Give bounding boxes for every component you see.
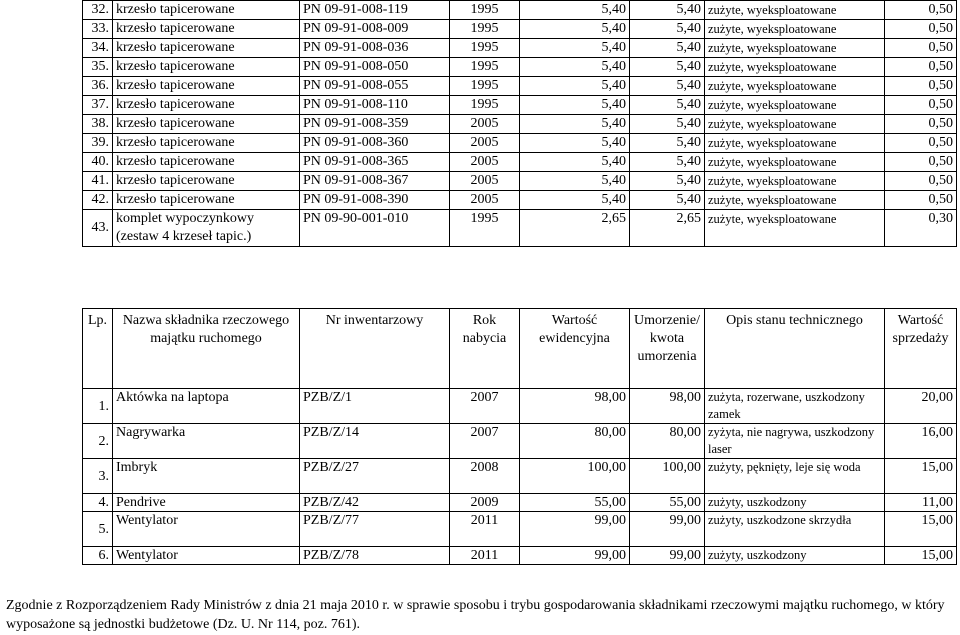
cell-umorz: 80,00	[630, 424, 705, 459]
cell-wev: 99,00	[520, 512, 630, 547]
cell-nr: PZB/Z/77	[300, 512, 450, 547]
cell-lp: 1.	[83, 389, 113, 424]
cell-opis: zużyte, wyeksploatowane	[705, 39, 885, 58]
table-row	[83, 153, 957, 172]
cell-sprz: 0,50	[885, 39, 957, 58]
cell-year: 2005	[450, 153, 520, 172]
cell-sprz: 15,00	[885, 547, 957, 565]
table-row	[83, 1, 957, 20]
cell-nr: PZB/Z/27	[300, 459, 450, 494]
cell-nr: PN 09-90-001-010	[300, 210, 450, 247]
cell-wev: 5,40	[520, 115, 630, 134]
cell-wev: 5,40	[520, 172, 630, 191]
cell-wev: 5,40	[520, 153, 630, 172]
cell-opis: zużyte, wyeksploatowane	[705, 210, 885, 247]
cell-name: krzesło tapicerowane	[113, 1, 300, 20]
cell-sprz: 15,00	[885, 512, 957, 547]
cell-year: 2005	[450, 191, 520, 210]
cell-year: 1995	[450, 20, 520, 39]
cell-wev: 5,40	[520, 96, 630, 115]
cell-umorz: 5,40	[630, 77, 705, 96]
cell-wev: 5,40	[520, 191, 630, 210]
cell-lp: 38.	[83, 115, 113, 134]
cell-nr: PN 09-91-008-367	[300, 172, 450, 191]
cell-name: krzesło tapicerowane	[113, 96, 300, 115]
cell-name: komplet wypoczynkowy (zestaw 4 krzeseł tapic.)	[113, 210, 300, 247]
cell-umorz: 5,40	[630, 115, 705, 134]
table-row	[83, 58, 957, 77]
cell-lp: 5.	[83, 512, 113, 547]
cell-sprz: 0,50	[885, 58, 957, 77]
table-row	[83, 172, 957, 191]
cell-opis: zużyte, wyeksploatowane	[705, 153, 885, 172]
table-row	[83, 547, 957, 565]
cell-sprz: 15,00	[885, 459, 957, 494]
cell-sprz: 16,00	[885, 424, 957, 459]
cell-lp: 3.	[83, 459, 113, 494]
cell-name: Wentylator	[113, 512, 300, 547]
header-nr: Nr inwentarzowy	[300, 309, 450, 389]
cell-sprz: 11,00	[885, 494, 957, 512]
cell-opis: zużyte, wyeksploatowane	[705, 172, 885, 191]
cell-umorz: 5,40	[630, 20, 705, 39]
table-row	[83, 424, 957, 459]
cell-nr: PN 09-91-008-359	[300, 115, 450, 134]
cell-year: 1995	[450, 58, 520, 77]
cell-opis: zużyte, wyeksploatowane	[705, 115, 885, 134]
cell-year: 1995	[450, 77, 520, 96]
table-row	[83, 494, 957, 512]
cell-opis: zużyta, rozerwane, uszkodzony zamek	[705, 389, 885, 424]
assets-table-continued	[82, 0, 957, 247]
cell-name: krzesło tapicerowane	[113, 153, 300, 172]
cell-umorz: 55,00	[630, 494, 705, 512]
header-depreciation: Umorzenie/ kwota umorzenia	[630, 309, 705, 389]
cell-nr: PN 09-91-008-050	[300, 58, 450, 77]
cell-umorz: 99,00	[630, 547, 705, 565]
cell-year: 2011	[450, 547, 520, 565]
cell-nr: PZB/Z/14	[300, 424, 450, 459]
cell-wev: 100,00	[520, 459, 630, 494]
cell-year: 2005	[450, 115, 520, 134]
table-row	[83, 115, 957, 134]
cell-opis: zużyty, uszkodzony	[705, 494, 885, 512]
cell-wev: 98,00	[520, 389, 630, 424]
cell-opis: zużyte, wyeksploatowane	[705, 134, 885, 153]
cell-sprz: 0,30	[885, 210, 957, 247]
cell-sprz: 0,50	[885, 153, 957, 172]
cell-nr: PN 09-91-008-360	[300, 134, 450, 153]
cell-name: Pendrive	[113, 494, 300, 512]
cell-nr: PZB/Z/1	[300, 389, 450, 424]
cell-opis: zużyty, uszkodzony	[705, 547, 885, 565]
cell-opis: zyżyta, nie nagrywa, uszkodzony laser	[705, 424, 885, 459]
cell-wev: 5,40	[520, 77, 630, 96]
cell-nr: PN 09-91-008-055	[300, 77, 450, 96]
cell-year: 1995	[450, 1, 520, 20]
cell-sprz: 0,50	[885, 134, 957, 153]
cell-lp: 34.	[83, 39, 113, 58]
cell-lp: 36.	[83, 77, 113, 96]
cell-umorz: 5,40	[630, 134, 705, 153]
cell-umorz: 5,40	[630, 39, 705, 58]
cell-lp: 2.	[83, 424, 113, 459]
cell-year: 2011	[450, 512, 520, 547]
cell-year: 2007	[450, 424, 520, 459]
cell-nr: PN 09-91-008-110	[300, 96, 450, 115]
cell-wev: 5,40	[520, 1, 630, 20]
cell-umorz: 5,40	[630, 58, 705, 77]
cell-opis: zużyte, wyeksploatowane	[705, 96, 885, 115]
cell-umorz: 5,40	[630, 1, 705, 20]
cell-year: 1995	[450, 39, 520, 58]
cell-umorz: 99,00	[630, 512, 705, 547]
cell-nr: PN 09-91-008-119	[300, 1, 450, 20]
cell-umorz: 98,00	[630, 389, 705, 424]
cell-wev: 2,65	[520, 210, 630, 247]
cell-sprz: 0,50	[885, 77, 957, 96]
cell-opis: zużyte, wyeksploatowane	[705, 1, 885, 20]
cell-nr: PN 09-91-008-036	[300, 39, 450, 58]
cell-name: krzesło tapicerowane	[113, 115, 300, 134]
table-row	[83, 512, 957, 547]
header-condition: Opis stanu technicznego	[705, 309, 885, 389]
cell-lp: 41.	[83, 172, 113, 191]
cell-wev: 5,40	[520, 134, 630, 153]
cell-sprz: 0,50	[885, 191, 957, 210]
table-row	[83, 459, 957, 494]
cell-wev: 80,00	[520, 424, 630, 459]
cell-name: Wentylator	[113, 547, 300, 565]
cell-name: Imbryk	[113, 459, 300, 494]
cell-wev: 55,00	[520, 494, 630, 512]
cell-opis: zużyte, wyeksploatowane	[705, 58, 885, 77]
cell-lp: 39.	[83, 134, 113, 153]
cell-year: 2007	[450, 389, 520, 424]
cell-umorz: 5,40	[630, 191, 705, 210]
cell-lp: 4.	[83, 494, 113, 512]
cell-sprz: 0,50	[885, 172, 957, 191]
header-name: Nazwa składnika rzeczowego majątku ruchomego	[113, 309, 300, 389]
header-year: Rok nabycia	[450, 309, 520, 389]
header-sale-value: Wartość sprzedaży	[885, 309, 957, 389]
table-row	[83, 39, 957, 58]
table-row	[83, 77, 957, 96]
cell-opis: zużyty, pęknięty, leje się woda	[705, 459, 885, 494]
cell-umorz: 5,40	[630, 153, 705, 172]
table-row	[83, 20, 957, 39]
cell-name: krzesło tapicerowane	[113, 191, 300, 210]
cell-nr: PN 09-91-008-009	[300, 20, 450, 39]
cell-nr: PZB/Z/78	[300, 547, 450, 565]
cell-year: 1995	[450, 210, 520, 247]
cell-opis: zużyte, wyeksploatowane	[705, 191, 885, 210]
header-row	[83, 309, 957, 389]
cell-nr: PN 09-91-008-365	[300, 153, 450, 172]
cell-lp: 43.	[83, 210, 113, 247]
cell-sprz: 0,50	[885, 20, 957, 39]
cell-sprz: 20,00	[885, 389, 957, 424]
cell-lp: 6.	[83, 547, 113, 565]
cell-nr: PN 09-91-008-390	[300, 191, 450, 210]
cell-year: 2009	[450, 494, 520, 512]
header-lp: Lp.	[83, 309, 113, 389]
cell-umorz: 2,65	[630, 210, 705, 247]
cell-umorz: 5,40	[630, 96, 705, 115]
cell-lp: 32.	[83, 1, 113, 20]
cell-name: krzesło tapicerowane	[113, 39, 300, 58]
cell-sprz: 0,50	[885, 96, 957, 115]
cell-name: krzesło tapicerowane	[113, 134, 300, 153]
cell-year: 2005	[450, 172, 520, 191]
cell-lp: 37.	[83, 96, 113, 115]
cell-nr: PZB/Z/42	[300, 494, 450, 512]
table-row	[83, 210, 957, 247]
cell-year: 1995	[450, 96, 520, 115]
cell-name: krzesło tapicerowane	[113, 20, 300, 39]
assets-table-main	[82, 308, 957, 565]
table-row	[83, 389, 957, 424]
cell-wev: 99,00	[520, 547, 630, 565]
cell-name: krzesło tapicerowane	[113, 58, 300, 77]
table-row	[83, 96, 957, 115]
cell-opis: zużyte, wyeksploatowane	[705, 20, 885, 39]
cell-lp: 40.	[83, 153, 113, 172]
legal-footnote: Zgodnie z Rozporządzeniem Rady Ministrów z dnia 21 maja 2010 r. w sprawie sposobu i trybu gospodarowania składnikami rzeczowymi majątku ruchomego, w który wyposażone są jednostki budżetowe (Dz. U. Nr 114, poz. 761).	[6, 598, 945, 632]
cell-lp: 35.	[83, 58, 113, 77]
cell-opis: zużyte, wyeksploatowane	[705, 77, 885, 96]
cell-wev: 5,40	[520, 39, 630, 58]
cell-name: Aktówka na laptopa	[113, 389, 300, 424]
cell-sprz: 0,50	[885, 115, 957, 134]
cell-umorz: 5,40	[630, 172, 705, 191]
cell-year: 2005	[450, 134, 520, 153]
cell-opis: zużyty, uszkodzone skrzydła	[705, 512, 885, 547]
cell-name: krzesło tapicerowane	[113, 77, 300, 96]
cell-year: 2008	[450, 459, 520, 494]
cell-lp: 42.	[83, 191, 113, 210]
table-row	[83, 134, 957, 153]
cell-lp: 33.	[83, 20, 113, 39]
cell-wev: 5,40	[520, 20, 630, 39]
table-row	[83, 191, 957, 210]
cell-name: krzesło tapicerowane	[113, 172, 300, 191]
cell-sprz: 0,50	[885, 1, 957, 20]
header-value: Wartość ewidencyjna	[520, 309, 630, 389]
cell-umorz: 100,00	[630, 459, 705, 494]
cell-name: Nagrywarka	[113, 424, 300, 459]
cell-wev: 5,40	[520, 58, 630, 77]
